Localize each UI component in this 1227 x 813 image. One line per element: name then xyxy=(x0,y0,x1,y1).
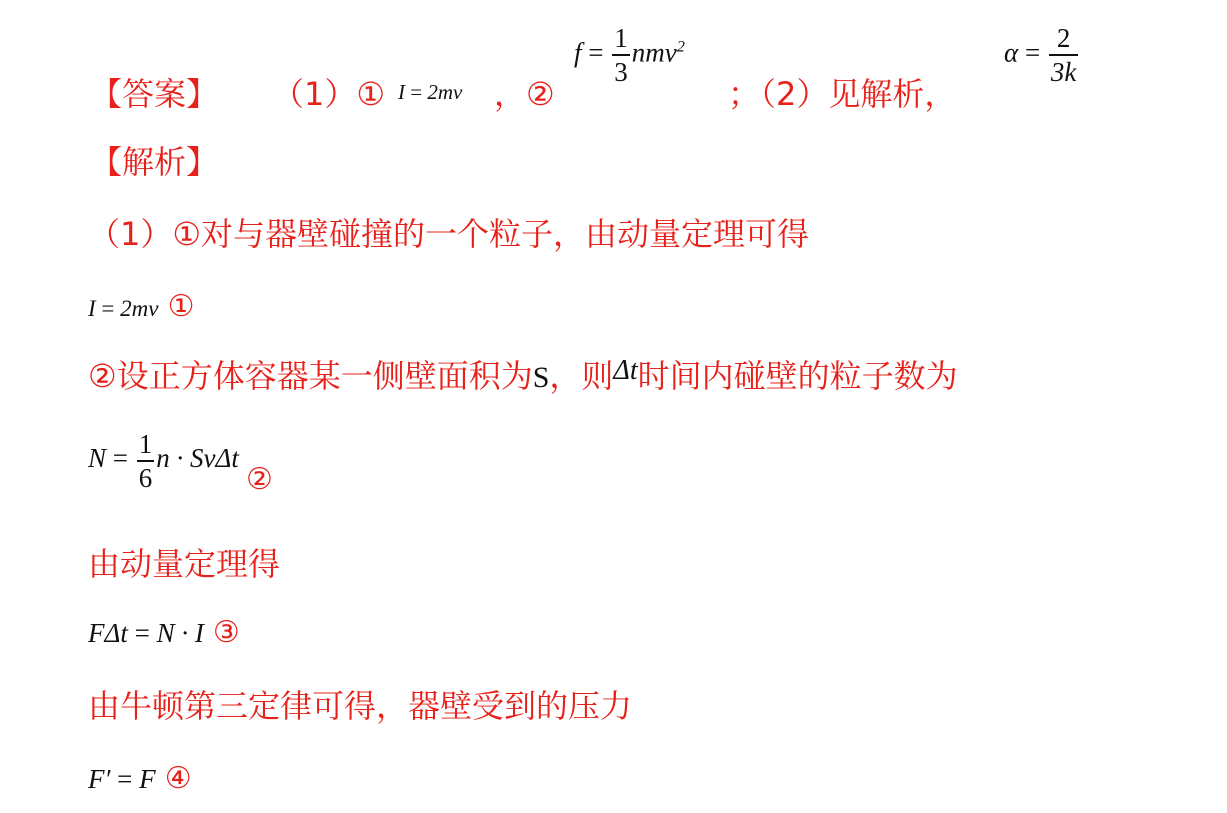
line2-text-a: ②设正方体容器某一侧壁面积为 xyxy=(88,357,533,395)
equation-4: F′ = F ④ xyxy=(88,761,192,796)
eqB-mark: ② xyxy=(245,462,273,498)
eq3-den: 3k xyxy=(1050,56,1077,87)
line2-text-b: ，则 xyxy=(549,357,614,395)
analysis-line3: 由动量定理得 xyxy=(88,545,281,583)
answer-sep1: ，② xyxy=(494,75,555,113)
eq1-lhs: I xyxy=(398,80,405,104)
answer-sep2: ；（2）见解析， xyxy=(728,75,957,113)
line2-text-c: 时间内碰壁的粒子数为 xyxy=(637,357,958,395)
answer-part1-prefix: （1）① xyxy=(272,75,386,113)
eq1-rhs: 2mv xyxy=(427,80,463,104)
equation-2: N = $\frac{1}{6}$ n · SvΔt ② xyxy=(88,429,273,498)
eqB-den: 6 xyxy=(138,462,153,493)
eqD-mark: ④ xyxy=(164,761,192,796)
equation-1: I = 2mv ① xyxy=(88,289,195,324)
eqB-lhs: N xyxy=(88,443,107,474)
eqB-num: 1 xyxy=(138,429,153,459)
analysis-line1: （1）①对与器壁碰撞的一个粒子，由动量定理可得 xyxy=(88,215,810,253)
eq2-sup: 2 xyxy=(676,37,685,56)
answer-eq2: f = $\frac{1}{3}$ nmv$^2$ xyxy=(574,23,685,87)
eqA-mark: ① xyxy=(167,289,195,324)
answer-eq1: I = 2mv xyxy=(398,80,463,104)
eqD-rhs: F xyxy=(139,764,156,794)
eqB-rhs: n · SvΔt xyxy=(156,443,239,474)
line2-dt: Δt xyxy=(613,355,638,386)
answer-eq3: α = $\frac{2}{3k}$ xyxy=(1004,23,1077,87)
eq2-lhs: f xyxy=(574,37,582,68)
eq2-num: 1 xyxy=(614,23,628,53)
eqA-rhs: 2mv xyxy=(120,296,159,321)
eqD-lhs: F′ xyxy=(88,764,111,794)
analysis-line2 xyxy=(88,355,958,395)
eq3-lhs: α xyxy=(1004,37,1019,68)
eqA-lhs: I xyxy=(88,296,96,321)
equation-3: FΔt = N · I ③ xyxy=(88,615,240,650)
eq2-rhs: nmv xyxy=(631,37,677,68)
answer-label: 【答案】 xyxy=(90,75,219,113)
analysis-label: 【解析】 xyxy=(90,143,219,181)
eqC-rhs: N · I xyxy=(156,618,204,648)
analysis-line4: 由牛顿第三定律可得，器壁受到的压力 xyxy=(88,687,633,725)
eq2-den: 3 xyxy=(614,56,628,87)
eqC-mark: ③ xyxy=(212,615,240,650)
line2-s: S xyxy=(532,361,550,394)
eqC-lhs: FΔt xyxy=(88,618,128,648)
eq3-num: 2 xyxy=(1056,23,1071,53)
